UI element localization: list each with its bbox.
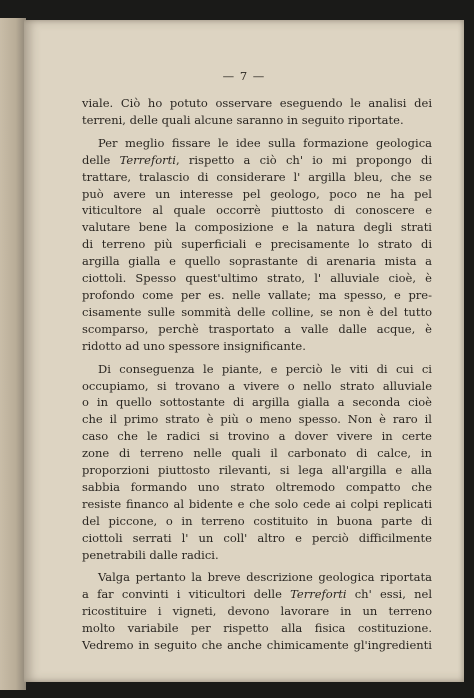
text-line: argilla gialla e quello soprastante di arenaria mista a (82, 254, 432, 269)
text-line: ridotto ad uno spessore insignificante. (82, 338, 306, 353)
text-line: zone di terreno nelle quali il carbonato di calce, in (82, 446, 432, 461)
paragraph (82, 95, 432, 129)
text-line: penetrabili dalle radici. (82, 547, 219, 562)
paragraph (82, 361, 432, 564)
paragraph (82, 135, 432, 355)
text-line: ricostituire i vigneti, devono lavorare in un terreno (82, 604, 432, 619)
text-line: Di conseguenza le piante, e perciò le viti di cui ci (98, 361, 432, 376)
text-line: occupiamo, si trovano a vivere o nello strato alluviale (82, 378, 432, 393)
page-number: — 7 — (222, 69, 266, 83)
text-line: di terreno più superficiali e precisamente lo strato di (82, 237, 432, 252)
body-text (82, 95, 432, 654)
text-line: del piccone, o in terreno costituito in buona parte di (82, 513, 432, 528)
text-line: trattare, tralascio di considerare l' argilla bleu, che se (82, 169, 432, 184)
text-line: molto variabile per rispetto alla fisica costituzione. (82, 621, 432, 636)
text-line: sabbia formando uno strato oltremodo compatto che (82, 479, 432, 494)
book-page (24, 20, 464, 682)
text-line: delle Terreforti, rispetto a ciò ch' io mi propongo di (82, 152, 433, 167)
text-line: può avere un interesse pel geologo, poco ne ha pel (82, 186, 432, 201)
text-line: o in quello sottostante di argilla gialla a seconda cioè (82, 395, 432, 410)
text-line: viticultore al quale occorrè piuttosto di conoscere e (82, 203, 432, 218)
text-line: ciottoli serrati l' un coll' altro e perciò difficilmente (82, 530, 432, 545)
text-line: Valga pertanto la breve descrizione geologica riportata (98, 570, 432, 585)
text-line: a far convinti i viticultori delle Terreforti ch' essi, nel (82, 587, 433, 602)
text-line: caso che le radici si trovino a dover vivere in certe (82, 429, 432, 444)
text-line: Per meglio fissare le idee sulla formazione geologica (98, 135, 432, 150)
text-line: scomparso, perchè trasportato a valle dalle acque, è (82, 321, 432, 336)
text-line: cisamente sulle sommità delle colline, se non è del tutto (82, 304, 432, 319)
text-line: resiste financo al bidente e che solo cede ai colpi replicati (82, 496, 432, 511)
facing-page-edge (0, 18, 26, 690)
text-line: profondo come per es. nelle vallate; ma spesso, e pre- (82, 287, 432, 302)
paragraph (82, 569, 432, 654)
text-line: che il primo strato è più o meno spesso. Non è raro il (82, 412, 432, 427)
text-line: proporzioni piuttosto rilevanti, si lega all'argilla e alla (82, 463, 432, 478)
text-line: valutare bene la composizione e la natura degli strati (82, 220, 432, 235)
text-line: viale. Ciò ho potuto osservare eseguendo le analisi dei (82, 96, 432, 110)
text-line: ciottoli. Spesso quest'ultimo strato, l' alluviale cioè, è (82, 271, 432, 286)
text-line: Vedremo in seguito che anche chimicamente gl'ingredienti (82, 638, 432, 653)
text-line: terreni, delle quali alcune saranno in seguito riportate. (82, 112, 404, 127)
